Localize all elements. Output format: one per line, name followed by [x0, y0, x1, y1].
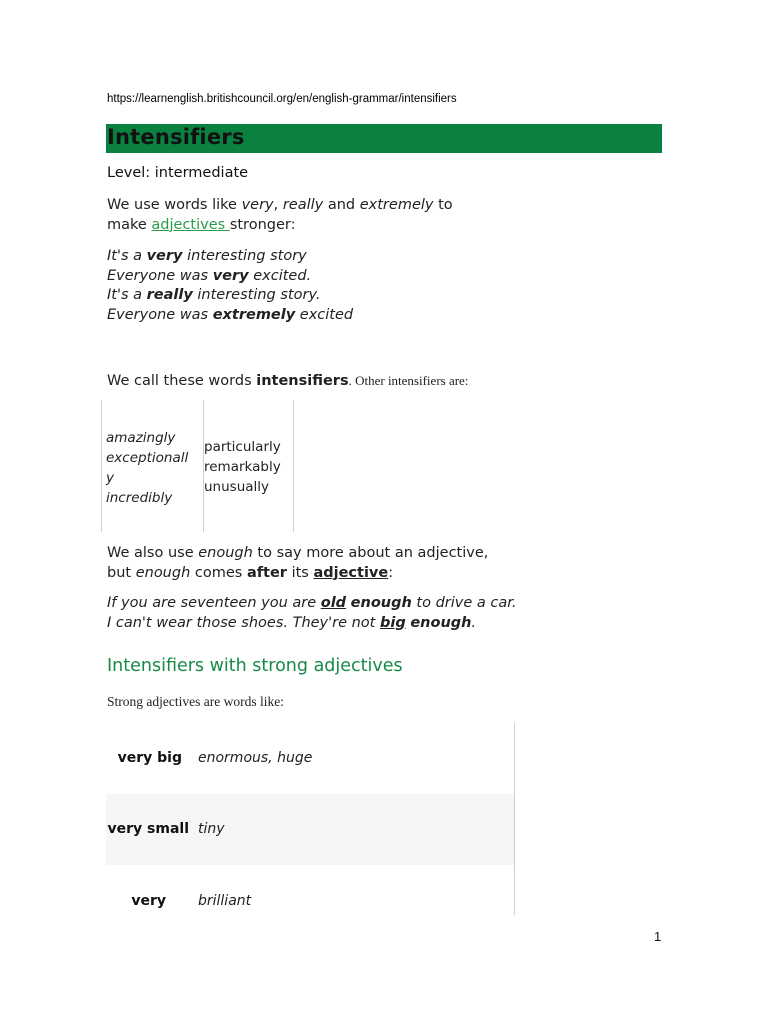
- example-text: interesting story: [182, 248, 307, 264]
- intensifiers-term: intensifiers: [256, 373, 349, 389]
- example-bold: really: [146, 287, 193, 303]
- page-title: Intensifiers: [107, 125, 245, 149]
- list-item: exceptionall: [106, 450, 189, 466]
- example-line: [107, 247, 353, 267]
- comma: ,: [273, 197, 283, 213]
- list-item: unusually: [204, 479, 270, 495]
- make-text: make: [107, 216, 152, 233]
- intro-text: We use words like: [107, 197, 242, 213]
- example-line: [107, 594, 517, 614]
- stronger-text: stronger:: [229, 216, 296, 233]
- adjective-term: adjective: [313, 564, 389, 581]
- example-text: excited: [295, 306, 354, 323]
- example-line: [107, 306, 353, 326]
- and-text: and: [323, 197, 360, 213]
- enough-text: but: [107, 564, 136, 581]
- example-line: [107, 267, 353, 287]
- example-text: If you are seventeen you are: [107, 595, 321, 611]
- example-text: I can't wear those shoes. They're not: [107, 614, 380, 631]
- intensifier-list-italic: [106, 428, 188, 508]
- table-divider: [514, 723, 515, 915]
- enough-word: enough: [135, 564, 191, 581]
- word-extremely: extremely: [359, 197, 434, 213]
- enough-text: to say more about an adjective,: [252, 545, 489, 561]
- to-text: to: [433, 197, 453, 213]
- source-url: https://learnenglish.britishcouncil.org/en/english-grammar/intensifiers: [107, 93, 457, 105]
- colon: :: [388, 564, 394, 581]
- example-bold: extremely: [212, 306, 296, 323]
- call-text: We call these words: [107, 373, 257, 389]
- table-cell-right: tiny: [198, 821, 225, 837]
- table-cell-left: very: [131, 893, 166, 909]
- example-line: [107, 286, 353, 306]
- enough-text: its: [286, 564, 314, 581]
- example-line: [107, 614, 517, 634]
- intro-paragraph: [107, 196, 453, 235]
- table-cell-right: brilliant: [198, 893, 252, 909]
- table-divider: [101, 400, 102, 532]
- strong-adjectives-intro: Strong adjectives are words like:: [107, 694, 284, 709]
- list-item: amazingly: [106, 430, 176, 446]
- adjectives-link[interactable]: adjectives: [151, 216, 230, 233]
- title-banner: [106, 124, 662, 153]
- after-term: after: [246, 564, 287, 581]
- page-number: 1: [654, 929, 662, 944]
- list-item: y: [106, 470, 114, 486]
- enough-word: enough: [198, 545, 253, 561]
- example-bold: very: [146, 248, 183, 264]
- call-intensifiers-line: [107, 371, 468, 392]
- examples-enough: [107, 594, 517, 633]
- example-text: excited.: [248, 267, 312, 284]
- example-bold: very: [212, 267, 249, 284]
- list-item: particularly: [204, 439, 281, 455]
- enough-paragraph: [107, 544, 488, 583]
- enough-text: comes: [190, 564, 247, 581]
- other-intensifiers-text: . Other intensifiers are:: [348, 373, 469, 388]
- example-bold: enough: [350, 595, 412, 611]
- word-very: very: [241, 197, 274, 213]
- list-item: incredibly: [106, 490, 173, 506]
- example-text: to drive a car.: [411, 595, 517, 611]
- example-bold: old: [320, 595, 347, 611]
- example-text: Everyone was: [107, 306, 213, 323]
- enough-text: We also use: [107, 545, 199, 561]
- example-bold: big: [379, 614, 406, 631]
- section-heading: Intensifiers with strong adjectives: [107, 656, 403, 676]
- level-label: Level: intermediate: [107, 165, 249, 181]
- list-item: remarkably: [204, 459, 281, 475]
- example-text: interesting story.: [192, 287, 321, 303]
- example-text: .: [471, 614, 477, 631]
- table-cell-left: very small: [107, 821, 189, 837]
- word-really: really: [282, 197, 324, 213]
- example-text: It's a: [107, 287, 147, 303]
- table-cell-right: enormous, huge: [198, 750, 313, 766]
- example-text: It's a: [107, 248, 147, 264]
- table-cell-left: very big: [117, 750, 182, 766]
- examples-intensifiers: [107, 247, 353, 325]
- intensifier-list-plain: [204, 437, 281, 497]
- example-bold: enough: [410, 614, 472, 631]
- example-text: Everyone was: [107, 267, 213, 284]
- table-divider: [293, 400, 294, 532]
